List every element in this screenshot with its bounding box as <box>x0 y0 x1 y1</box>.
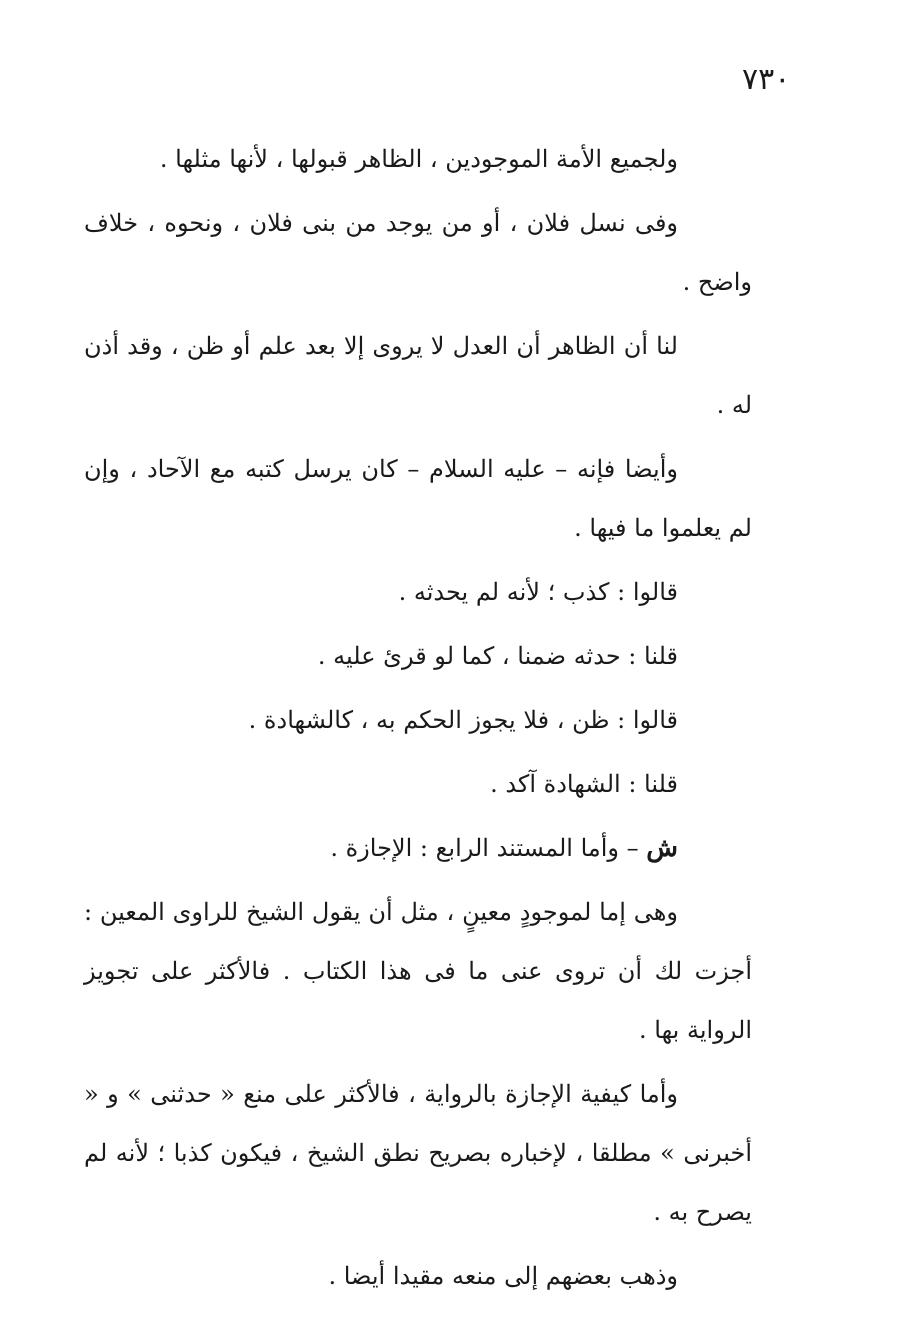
paragraph-11: وأما كيفية الإجازة بالرواية ، فالأكثر على منع « حدثنى » و « أخبرنى » مطلقا ، لإخباره بصريح نطق الشيخ ، فيكون كذبا ؛ لأنه لم يصرح به . <box>84 1080 752 1226</box>
paragraph-8: قلنا : الشهادة آكد . <box>490 770 678 798</box>
paragraph-10: وهى إما لموجودٍ معينٍ ، مثل أن يقول الشيخ للراوى المعين : أجزت لك أن تروى عنى ما فى هذا الكتاب . فالأكثر على تجويز الرواية بها . <box>84 898 752 1044</box>
paragraph-7: قالوا : ظن ، فلا يجوز الحكم به ، كالشهادة . <box>248 706 678 734</box>
paragraph-1: ولجميع الأمة الموجودين ، الظاهر قبولها ، لأنها مثلها . <box>159 145 678 173</box>
paragraph-9 <box>84 819 752 878</box>
paragraph-9-text: – وأما المستند الرابع : الإجازة . <box>330 834 647 862</box>
page-number: ٧٣٠ <box>742 62 791 97</box>
paragraph-5: قالوا : كذب ؛ لأنه لم يحدثه . <box>398 578 678 606</box>
section-marker: ش <box>646 833 678 863</box>
paragraph-12: وذهب بعضهم إلى منعه مقيدا أيضا . <box>328 1262 678 1290</box>
paragraph-3: لنا أن الظاهر أن العدل لا يروى إلا بعد علم أو ظن ، وقد أذن له . <box>84 332 752 419</box>
body-text <box>84 130 752 1311</box>
paragraph-6: قلنا : حدثه ضمنا ، كما لو قرئ عليه . <box>317 642 678 670</box>
paragraph-4: وأيضا فإنه – عليه السلام – كان يرسل كتبه مع الآحاد ، وإن لم يعلموا ما فيها . <box>84 455 752 542</box>
paragraph-2: وفى نسل فلان ، أو من يوجد من بنى فلان ، ونحوه ، خلاف واضح . <box>84 209 752 296</box>
